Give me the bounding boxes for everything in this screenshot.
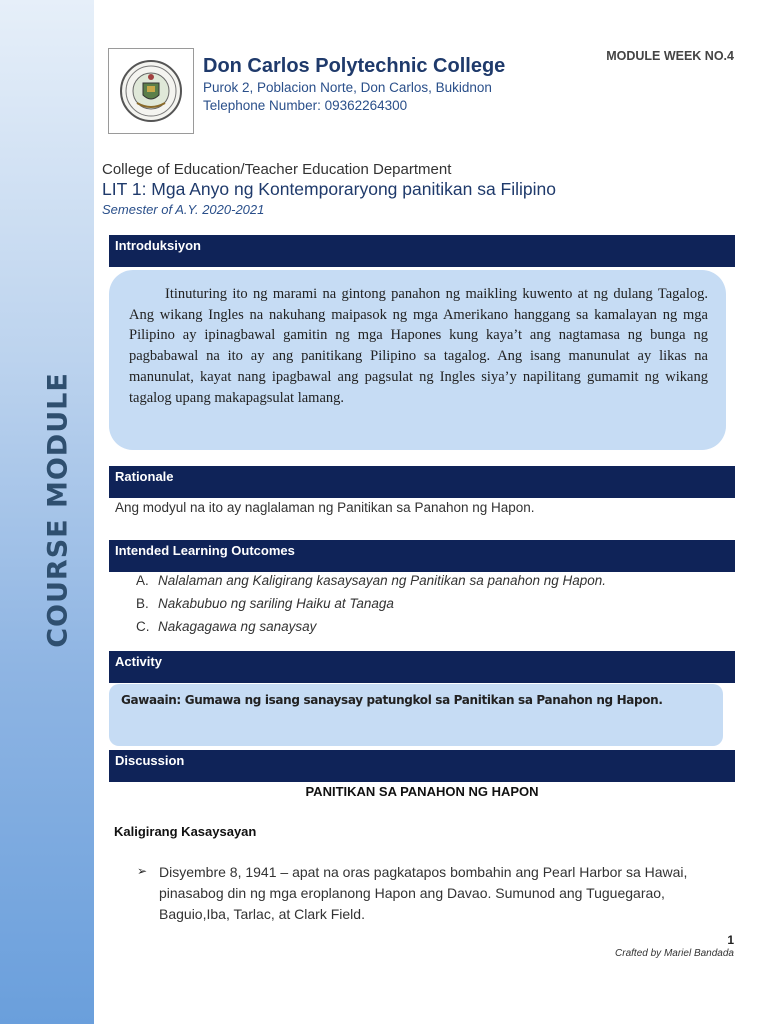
sidebar-title: COURSE MODULE <box>42 372 74 648</box>
semester-label: Semester of A.Y. 2020-2021 <box>102 202 265 217</box>
page-number: 1 <box>727 933 734 947</box>
college-name: Don Carlos Polytechnic College <box>203 55 506 77</box>
college-logo <box>108 48 194 134</box>
activity-box <box>109 684 723 746</box>
college-address: Purok 2, Poblacion Norte, Don Carlos, Bukidnon <box>203 80 492 95</box>
rationale-heading: Rationale <box>109 466 735 498</box>
list-item <box>136 596 606 619</box>
college-telephone: Telephone Number: 09362264300 <box>203 98 408 113</box>
module-week-label: MODULE WEEK NO.4 <box>606 49 734 63</box>
sidebar <box>0 0 94 1024</box>
outcomes-heading: Intended Learning Outcomes <box>109 540 735 572</box>
outcome-text: Nakagagawa ng sanaysay <box>158 619 317 634</box>
outcome-letter: B. <box>136 596 149 611</box>
list-item <box>136 619 606 642</box>
discussion-subheading: Kaligirang Kasaysayan <box>114 824 257 839</box>
college-seal-icon <box>109 49 193 133</box>
activity-task: Gawaain: Gumawa ng isang sanaysay patungkol sa Panitikan sa Panahon ng Hapon. <box>121 693 663 707</box>
outcome-text: Nalalaman ang Kaligirang kasaysayan ng Panitikan sa panahon ng Hapon. <box>158 573 607 588</box>
arrow-bullet-icon: ➢ <box>137 864 148 878</box>
introduction-box <box>109 270 726 450</box>
introduction-heading: Introduksiyon <box>109 235 735 267</box>
list-item: Disyembre 8, 1941 – apat na oras pagkatapos bombahin ang Pearl Harbor sa Hawai, pinasabog din ng mga eroplanong Hapon ang Davao. Sumunod ang Tuguegarao, Baguio,Iba, Tarlac, at Clark Field. <box>159 864 688 922</box>
author-credit: Crafted by Mariel Bandada <box>615 948 734 959</box>
course-title: LIT 1: Mga Anyo ng Kontemporaryong panitikan sa Filipino <box>102 179 556 199</box>
list-item <box>136 573 606 596</box>
discussion-title: PANITIKAN SA PANAHON NG HAPON <box>305 784 539 799</box>
activity-heading: Activity <box>109 651 735 683</box>
rationale-text: Ang modyul na ito ay naglalaman ng Panitikan sa Panahon ng Hapon. <box>115 500 535 515</box>
outcomes-list <box>136 573 606 642</box>
introduction-text: Itinuturing ito ng marami na gintong panahon ng maikling kuwento at ng dulang Tagalog. Ang wikang Ingles na nakuhang maipasok ng mga Amerikano hanggang sa kamalayan ng mga Pilipino ay ipinagbawal gamitin ng mga Hapones kung kaya’t ang nagtamasa ng bunga ng pagbabawal na ito ay ang panitikang Pilipino sa tagalog. Ang isang manunulat ay likas na manunulat, kayat nang ipagbawal ang pagsulat ng Ingles siya’y napilitang gumamit ng wikang tagalog upang makapagsulat lamang. <box>129 286 708 406</box>
department-name: College of Education/Teacher Education Department <box>102 161 452 178</box>
discussion-heading: Discussion <box>109 750 735 782</box>
outcome-text: Nakabubuo ng sariling Haiku at Tanaga <box>158 596 394 611</box>
outcome-letter: A. <box>136 573 149 588</box>
outcome-letter: C. <box>136 619 150 634</box>
